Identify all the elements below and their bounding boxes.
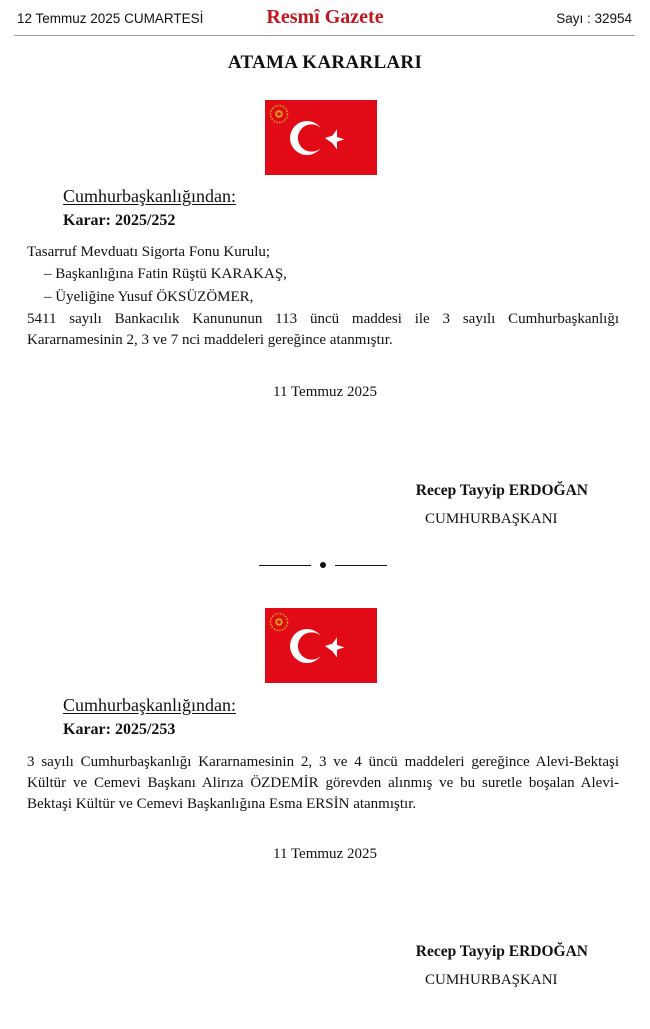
section-divider — [259, 558, 387, 572]
decision-number: Karar: 2025/252 — [63, 212, 176, 229]
decision-date: 11 Temmuz 2025 — [273, 384, 377, 400]
signer-name: Recep Tayyip ERDOĞAN — [415, 943, 588, 960]
department-heading: Cumhurbaşkanlığından: — [63, 695, 236, 715]
decision-body: 5411 sayılı Bankacılık Kanununun 113 üncü maddesi ile 3 sayılı Cumhurbaşkanlığı Kararnamesinin 2, 3 ve 7 nci maddeleri gereğince atanmıştır. — [27, 311, 619, 348]
decision-intro: Tasarruf Mevduatı Sigorta Fonu Kurulu; — [27, 244, 271, 260]
gazette-title: Resmî Gazete — [266, 6, 384, 28]
turkish-flag-icon — [265, 100, 377, 175]
list-item: – Üyeliğine Yusuf ÖKSÜZÖMER, — [44, 289, 254, 305]
list-item: – Başkanlığına Fatin Rüştü KARAKAŞ, — [44, 266, 287, 282]
department-heading: Cumhurbaşkanlığından: — [63, 186, 236, 206]
signer-title: CUMHURBAŞKANI — [425, 511, 558, 527]
signer-name: Recep Tayyip ERDOĞAN — [415, 482, 588, 499]
decision-date: 11 Temmuz 2025 — [273, 846, 377, 862]
issue-number: Sayı : 32954 — [556, 11, 632, 26]
decision-number: Karar: 2025/253 — [63, 721, 176, 738]
section-heading: ATAMA KARARLARI — [227, 52, 423, 73]
decision-body: 3 sayılı Cumhurbaşkanlığı Kararnamesinin 2, 3 ve 4 üncü maddeleri gereğince Alevi-Bektaşi Kültür ve Cemevi Başkanı Alirıza ÖZDEMİR görevden alınmış ve bu suretle boşalan Alevi-Bektaşi Kültür ve Cemevi Başkanlığına Esma ERSİN atanmıştır. — [27, 754, 619, 812]
header-divider — [14, 35, 635, 36]
header-date: 12 Temmuz 2025 CUMARTESİ — [17, 11, 204, 26]
signer-title: CUMHURBAŞKANI — [425, 972, 558, 988]
turkish-flag-icon — [265, 608, 377, 683]
